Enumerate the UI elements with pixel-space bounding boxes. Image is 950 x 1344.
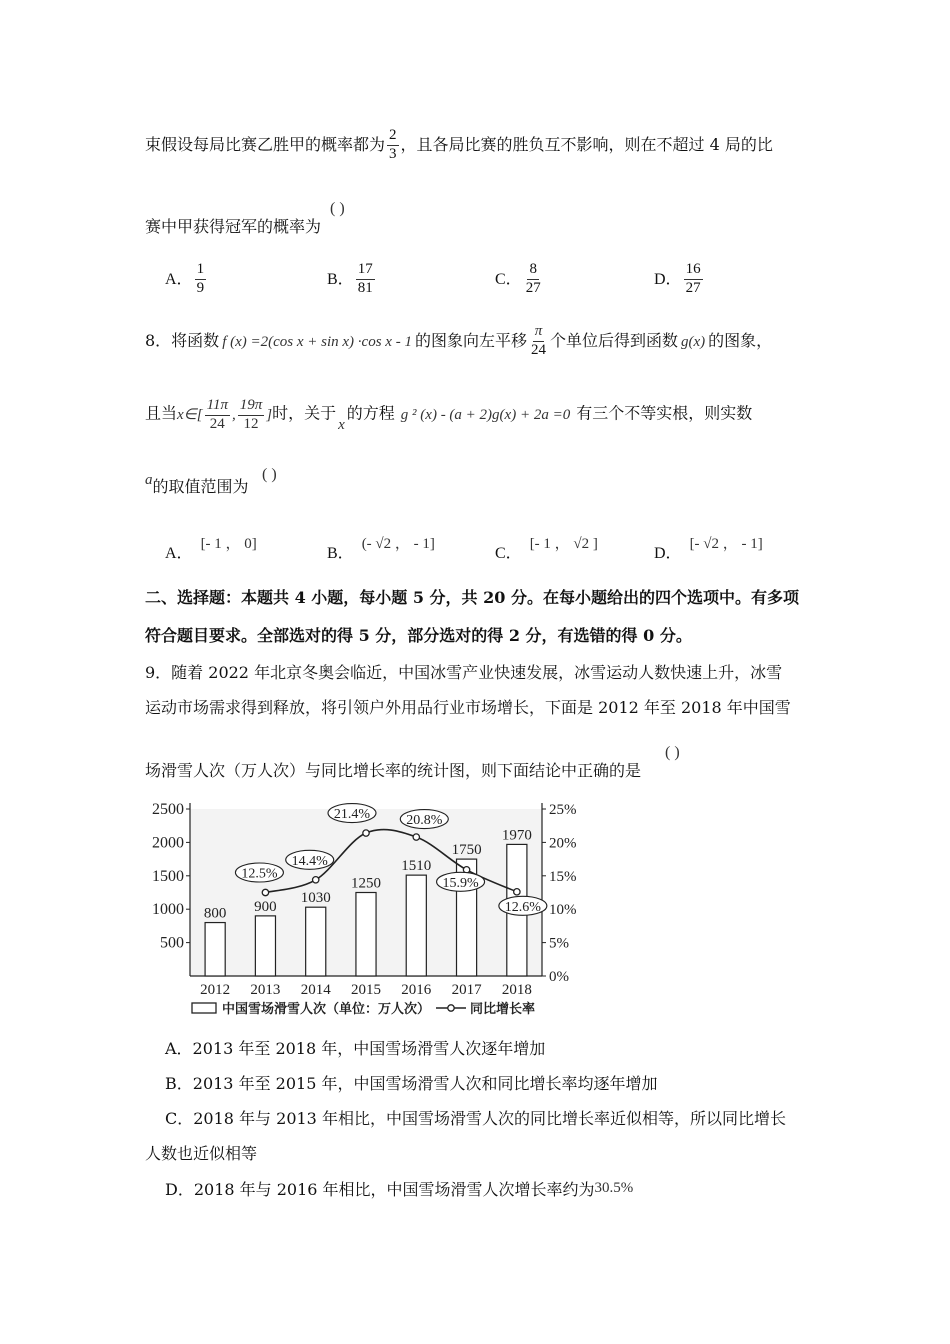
q9-line3: 场滑雪人次（万人次）与同比增长率的统计图，则下面结论中正确的是	[145, 761, 642, 780]
q9-answer-paren: ( )	[665, 744, 680, 761]
q7-text-a: 束假设每局比赛乙胜甲的概率都为	[145, 134, 386, 154]
right-tick-label: 10%	[549, 902, 577, 919]
growth-point-2016	[413, 834, 419, 840]
x-tick-label: 2013	[250, 982, 281, 998]
q7-option-c[interactable]: C． $\frac{8}{27}$	[495, 261, 541, 296]
q7-option-b[interactable]: B． $\frac{17}{81}$	[327, 261, 373, 296]
q9-option-a[interactable]: A．2013 年至 2018 年，中国雪场滑雪人次逐年增加	[165, 1039, 546, 1058]
growth-label-2013: 12.5%	[241, 866, 278, 882]
bar-label-2017: 1750	[451, 842, 482, 859]
q8-option-d[interactable]: D．[- √2 ， - 1]	[654, 536, 763, 562]
chart-layer	[152, 801, 577, 1017]
growth-label-2014: 14.4%	[291, 853, 328, 869]
bar-label-2014: 1030	[300, 890, 331, 907]
bar-label-2013: 900	[254, 898, 277, 915]
q8-function-g: g(x)	[680, 333, 706, 350]
legend-line-marker	[448, 1005, 454, 1011]
q8-equation: g ² (x) - (a + 2)g(x) + 2a =0	[400, 406, 571, 423]
q9-option-c-line1[interactable]: C．2018 年与 2013 年相比，中国雪场滑雪人次的同比增长率近似相等，所以同比增长	[165, 1109, 786, 1128]
left-tick-label: 1000	[152, 901, 184, 919]
right-tick-label: 20%	[549, 835, 577, 852]
q8-answer-paren: ( )	[262, 466, 277, 483]
section2-heading-line2: 符合题目要求。全部选对的得 5 分，部分选对的得 2 分，有选错的得 0 分。	[145, 626, 692, 645]
left-tick-label: 1500	[152, 867, 184, 885]
q9-line2: 运动市场需求得到释放，将引领户外用品行业市场增长，下面是 2012 年至 2018 年中国雪	[145, 698, 791, 717]
q7-option-a[interactable]: A． $\frac{1}{9}$	[165, 261, 205, 296]
bar-2015	[356, 893, 376, 977]
growth-point-2013	[262, 889, 268, 895]
q9-option-b[interactable]: B．2013 年至 2015 年，中国雪场滑雪人次和同比增长率均逐年增加	[165, 1074, 658, 1093]
q8-line1: 8．将函数 f (x) =2(cos x + sin x) ·cos x - 1 的图象向左平移 $\frac{\pi}{24}$ 个单位后得到函数 g(x) 的图象，	[145, 323, 773, 358]
growth-point-2018	[514, 889, 520, 895]
q7-fraction: $\frac{2}{3}$	[389, 127, 397, 162]
growth-label-2015: 21.4%	[333, 807, 371, 823]
x-tick-label: 2017	[451, 982, 482, 998]
legend-bar-label: 中国雪场滑雪人次（单位：万人次）	[222, 1002, 431, 1017]
x-tick-label: 2018	[501, 982, 532, 998]
right-tick-label: 15%	[549, 868, 577, 885]
legend-bar-swatch	[192, 1003, 216, 1013]
q8-option-c[interactable]: C．[- 1 ， √2 ]	[495, 536, 598, 562]
q7-text-line2: 赛中甲获得冠军的概率为	[145, 217, 322, 236]
q8-option-b[interactable]: B．(- √2 ， - 1]	[327, 536, 435, 562]
left-tick-label: 2500	[152, 801, 184, 818]
left-tick-label: 500	[160, 934, 184, 952]
bar-label-2018: 1970	[501, 827, 532, 844]
bar-label-2015: 1250	[351, 875, 381, 892]
q8-shift-fraction: $\frac{\pi}{24}$	[530, 323, 546, 358]
right-tick-label: 0%	[549, 969, 569, 985]
right-tick-label: 25%	[549, 802, 577, 818]
left-tick-label: 2000	[152, 834, 184, 852]
growth-label-2018: 12.6%	[504, 899, 541, 915]
right-tick-label: 5%	[549, 935, 569, 952]
q9-line1: 9．随着 2022 年北京冬奥会临近，中国冰雪产业快速发展，冰雪运动人数快速上升，冰雪	[145, 663, 783, 682]
x-tick-label: 2012	[200, 982, 231, 998]
growth-point-2014	[313, 877, 319, 883]
q9-option-d[interactable]: D．2018 年与 2016 年相比，中国雪场滑雪人次增长率约为30.5%	[165, 1180, 634, 1199]
bar-label-2016: 1510	[401, 858, 432, 875]
bar-label-2012: 800	[203, 905, 227, 922]
growth-label-2017: 15.9%	[442, 875, 479, 891]
growth-point-2015	[363, 830, 369, 836]
x-tick-label: 2016	[401, 982, 432, 998]
q8-option-a[interactable]: A．[- 1 ， 0]	[165, 536, 257, 562]
q8-line3: a的取值范围为	[145, 472, 249, 496]
bar-2012	[205, 923, 225, 976]
legend-line-label: 同比增长率	[470, 1002, 536, 1017]
growth-label-2016: 20.8%	[406, 813, 443, 829]
bar-2013	[255, 916, 275, 976]
q8-line2: 且当x∈[ $\frac{11\pi}{24}$ , $\frac{19\pi}{12}$ ]时，关于x的方程 g ² (x) - (a + 2)g(x) + 2a =0 有三个不等实根，则实数	[145, 397, 753, 433]
q8-function-f: f (x) =2(cos x + sin x) ·cos x - 1	[222, 333, 412, 350]
bar-2016	[406, 875, 426, 976]
x-tick-label: 2015	[351, 982, 381, 998]
q7-line1	[145, 128, 773, 163]
q7-answer-paren: ( )	[330, 200, 345, 217]
x-tick-label: 2014	[300, 982, 331, 998]
section2-heading-line1: 二、选择题：本题共 4 小题，每小题 5 分，共 20 分。在每小题给出的四个选项中。有多项	[145, 588, 799, 607]
ski-visits-chart	[140, 795, 590, 1025]
q8-interval: x∈[ $\frac{11\pi}{24}$ , $\frac{19\pi}{12}$ ]	[177, 397, 273, 432]
bar-2014	[306, 907, 326, 976]
q7-line2	[145, 214, 321, 237]
q9-option-c-line2: 人数也近似相等	[145, 1144, 258, 1163]
q7-text-b: ，且各局比赛的胜负互不影响，则在不超过 4 局的比	[400, 134, 773, 154]
q7-option-d[interactable]: D． $\frac{16}{27}$	[654, 261, 701, 296]
